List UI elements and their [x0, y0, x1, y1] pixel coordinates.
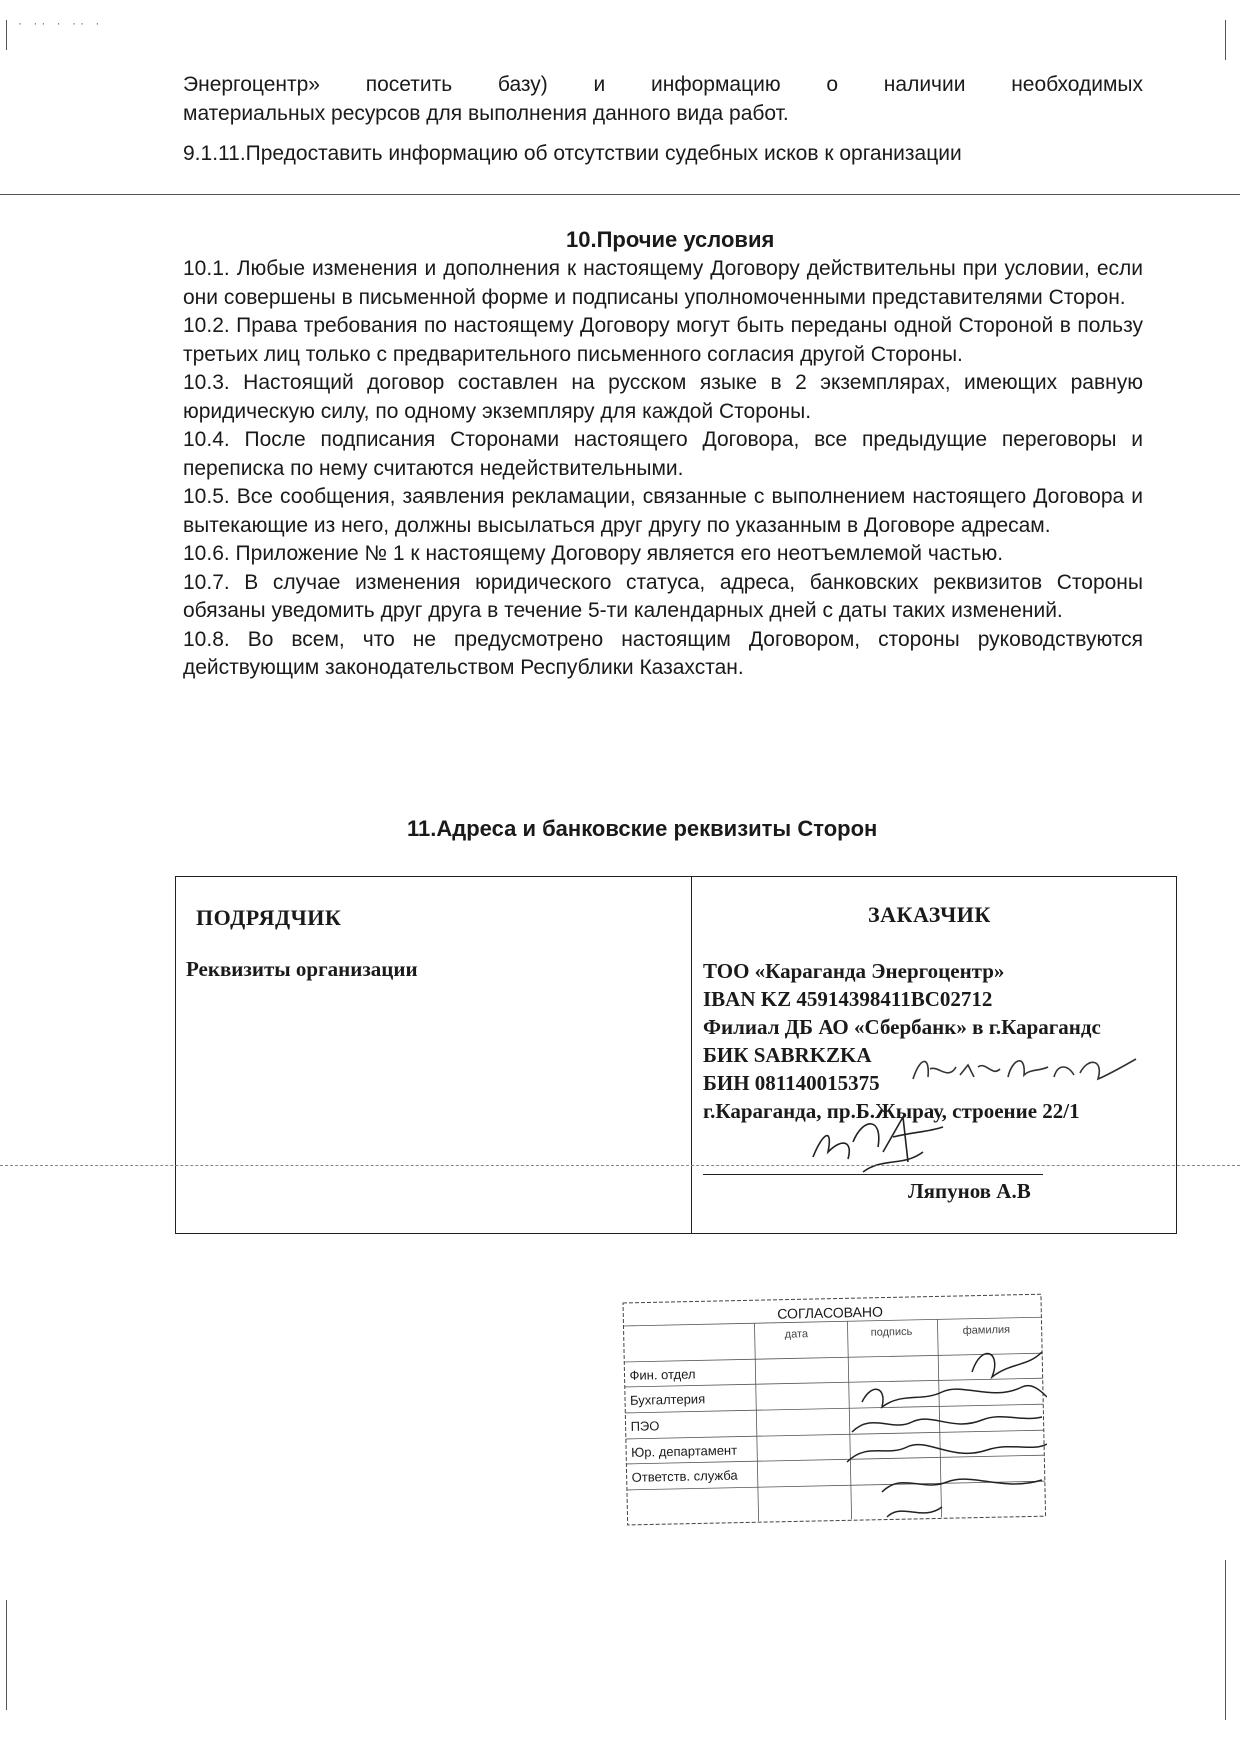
- table-divider: [691, 877, 692, 1233]
- stamp-row-accounting: Бухгалтерия: [629, 1391, 706, 1408]
- customer-bik: БИК SABRKZKA: [703, 1043, 872, 1067]
- scan-artifact: · ·· · ·· ·: [18, 16, 104, 30]
- stamp-title: СОГЛАСОВАНО: [777, 1303, 884, 1322]
- approval-signatures: [842, 1332, 1047, 1532]
- handwritten-note: [908, 1047, 1148, 1097]
- contractor-cell: [176, 877, 691, 1233]
- clause-10-3: 10.3. Настоящий договор составлен на русском языке в 2 экземплярах, имеющих равную юридическую силу, по одному экземпляру для каждой Стороны.: [183, 371, 1143, 423]
- clause-10-7: 10.7. В случае изменения юридического статуса, адреса, банковских реквизитов Стороны обязаны уведомить друг друга в течение 5-ти календарных дней с даты таких изменений.: [183, 570, 1143, 622]
- stamp-col-date: дата: [784, 1328, 809, 1341]
- customer-address: г.Караганда, пр.Б.Жырау, строение 22/1: [703, 1099, 1080, 1123]
- stamp-row-peo: ПЭО: [630, 1418, 660, 1434]
- continuation-line-1: Энергоцентр» посетить базу) и информацию о наличии необходимых: [183, 73, 1143, 96]
- requisites-table: [175, 876, 1177, 1234]
- clause-10-8: 10.8. Во всем, что не предусмотрено настоящим Договором, стороны руководствуются действующим законодательством Республики Казахстан.: [183, 627, 1143, 679]
- stamp-row-legal: Юр. департамент: [630, 1442, 738, 1460]
- clause-9-1-11: 9.1.11.Предоставить информацию об отсутствии судебных исков к организации: [183, 142, 962, 165]
- clause-10-6: 10.6. Приложение № 1 к настоящему Договору является его неотъемлемой частью.: [183, 542, 1004, 565]
- stamp-col-surname: фамилия: [962, 1323, 1011, 1337]
- stamp-row-responsible: Ответств. служба: [631, 1467, 738, 1485]
- customer-signer: Ляпунов А.В: [908, 1179, 1031, 1203]
- customer-bin: БИН 081140015375: [703, 1071, 880, 1095]
- section-10-title: 10.Прочие условия: [566, 227, 775, 252]
- signature-line: [703, 1174, 1043, 1175]
- continuation-line-2: материальных ресурсов для выполнения данного вида работ.: [183, 102, 789, 125]
- customer-bank: Филиал ДБ АО «Сбербанк» в г.Карагандс: [703, 1015, 1101, 1039]
- section-10-clauses: [183, 255, 1143, 683]
- stamp-col-signature: подпись: [870, 1325, 913, 1339]
- clause-10-1: 10.1. Любые изменения и дополнения к настоящему Договору действительны при условии, если они совершены в письменной форме и подписаны уполномоченными представителями Сторон.: [183, 257, 1143, 309]
- approval-stamp: [622, 1302, 1047, 1532]
- scan-dashed-line: [0, 1165, 1240, 1166]
- continuation-paragraph: [183, 70, 1143, 128]
- customer-company: ТОО «Караганда Энергоцентр»: [703, 959, 1005, 983]
- customer-signature: [793, 1097, 953, 1182]
- customer-title: ЗАКАЗЧИК: [868, 902, 991, 927]
- margin-mark: [1225, 1560, 1226, 1720]
- margin-mark: [1225, 20, 1226, 60]
- customer-cell: [693, 877, 1178, 1233]
- contractor-subtitle: Реквизиты организации: [186, 957, 418, 981]
- stamp-row-finance: Фин. отдел: [629, 1366, 696, 1383]
- contractor-title: ПОДРЯДЧИК: [196, 905, 342, 930]
- margin-mark: [6, 1600, 7, 1710]
- clause-10-2: 10.2. Права требования по настоящему Договору могут быть переданы одной Стороной в пользу третьих лиц только с предварительного письменного согласия другой Стороны.: [183, 314, 1143, 366]
- section-11-title: 11.Адреса и банковские реквизиты Сторон: [407, 816, 878, 841]
- clause-10-5: 10.5. Все сообщения, заявления рекламации, связанные с выполнением настоящего Договора и вытекающие из него, должны высылаться друг другу по указанным в Договоре адресам.: [183, 485, 1143, 537]
- page-fold-line: [0, 194, 1240, 195]
- clause-10-4: 10.4. После подписания Сторонами настоящего Договора, все предыдущие переговоры и переписка по нему считаются недействительными.: [183, 428, 1143, 480]
- margin-mark: [6, 20, 7, 50]
- customer-iban: IBAN KZ 45914398411BC02712: [703, 987, 993, 1011]
